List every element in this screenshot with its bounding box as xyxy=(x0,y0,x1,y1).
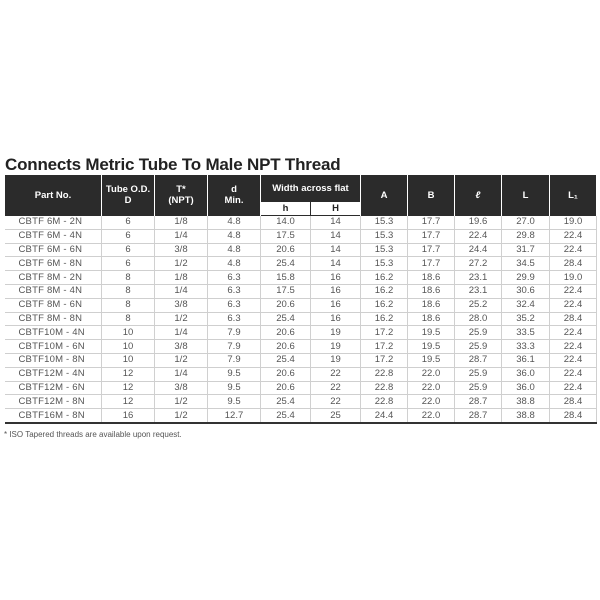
cell-l: 32.4 xyxy=(502,298,550,312)
table-row xyxy=(5,367,597,381)
cell-tube-od: 6 xyxy=(102,229,155,243)
cell-tube-od: 10 xyxy=(102,326,155,340)
cell-l-script: 23.1 xyxy=(455,284,502,298)
cell-thread: 3/8 xyxy=(155,243,208,257)
cell-l1: 19.0 xyxy=(550,271,597,285)
cell-tube-od: 12 xyxy=(102,381,155,395)
cell-h: 25.4 xyxy=(261,353,311,367)
cell-l: 30.6 xyxy=(502,284,550,298)
cell-d-min: 4.8 xyxy=(208,216,261,230)
cell-thread: 1/2 xyxy=(155,395,208,409)
table-row xyxy=(5,353,597,367)
cell-l: 35.2 xyxy=(502,312,550,326)
table-row xyxy=(5,298,597,312)
cell-b: 22.0 xyxy=(408,367,455,381)
cell-l: 38.8 xyxy=(502,395,550,409)
table-row xyxy=(5,257,597,271)
cell-l1: 22.4 xyxy=(550,229,597,243)
cell-h: 20.6 xyxy=(261,367,311,381)
cell-d-min: 6.3 xyxy=(208,298,261,312)
cell-d-min: 6.3 xyxy=(208,271,261,285)
cell-H: 14 xyxy=(311,257,361,271)
table-row xyxy=(5,326,597,340)
cell-l: 29.9 xyxy=(502,271,550,285)
cell-b: 22.0 xyxy=(408,409,455,423)
cell-l: 33.3 xyxy=(502,340,550,354)
cell-thread: 3/8 xyxy=(155,381,208,395)
cell-a: 17.2 xyxy=(361,340,408,354)
table-row xyxy=(5,284,597,298)
cell-tube-od: 16 xyxy=(102,409,155,423)
header-width-across-flat: Width across flat xyxy=(261,175,361,202)
cell-H: 14 xyxy=(311,243,361,257)
cell-h: 17.5 xyxy=(261,284,311,298)
cell-h: 15.8 xyxy=(261,271,311,285)
cell-l1: 22.4 xyxy=(550,326,597,340)
cell-l-script: 22.4 xyxy=(455,229,502,243)
cell-H: 19 xyxy=(311,353,361,367)
cell-a: 22.8 xyxy=(361,395,408,409)
table-row xyxy=(5,381,597,395)
cell-d-min: 4.8 xyxy=(208,229,261,243)
cell-b: 19.5 xyxy=(408,353,455,367)
cell-a: 22.8 xyxy=(361,381,408,395)
cell-d-min: 7.9 xyxy=(208,340,261,354)
cell-l1: 22.4 xyxy=(550,367,597,381)
cell-b: 19.5 xyxy=(408,326,455,340)
cell-l-script: 25.2 xyxy=(455,298,502,312)
cell-b: 18.6 xyxy=(408,284,455,298)
cell-l1: 22.4 xyxy=(550,284,597,298)
cell-part-no: CBTF 6M - 8N xyxy=(5,257,102,271)
cell-H: 14 xyxy=(311,216,361,230)
cell-part-no: CBTF 8M - 6N xyxy=(5,298,102,312)
cell-h: 20.6 xyxy=(261,326,311,340)
cell-b: 17.7 xyxy=(408,229,455,243)
cell-d-min: 7.9 xyxy=(208,353,261,367)
cell-b: 17.7 xyxy=(408,257,455,271)
cell-h: 25.4 xyxy=(261,257,311,271)
spec-table xyxy=(4,175,597,424)
cell-l-script: 24.4 xyxy=(455,243,502,257)
cell-thread: 3/8 xyxy=(155,340,208,354)
header-l: L xyxy=(502,175,550,216)
cell-H: 19 xyxy=(311,326,361,340)
cell-tube-od: 6 xyxy=(102,216,155,230)
cell-d-min: 12.7 xyxy=(208,409,261,423)
cell-a: 17.2 xyxy=(361,353,408,367)
header-l-script: ℓ xyxy=(455,175,502,216)
cell-a: 16.2 xyxy=(361,284,408,298)
cell-a: 16.2 xyxy=(361,312,408,326)
cell-h: 25.4 xyxy=(261,395,311,409)
cell-b: 18.6 xyxy=(408,298,455,312)
table-row xyxy=(5,271,597,285)
cell-part-no: CBTF 8M - 2N xyxy=(5,271,102,285)
cell-d-min: 9.5 xyxy=(208,381,261,395)
header-h-small: h xyxy=(261,202,311,216)
cell-l-script: 28.7 xyxy=(455,409,502,423)
cell-a: 15.3 xyxy=(361,243,408,257)
cell-part-no: CBTF12M - 6N xyxy=(5,381,102,395)
table-row xyxy=(5,229,597,243)
cell-b: 17.7 xyxy=(408,216,455,230)
cell-l1: 28.4 xyxy=(550,409,597,423)
cell-H: 19 xyxy=(311,340,361,354)
cell-part-no: CBTF 8M - 8N xyxy=(5,312,102,326)
cell-l-script: 28.7 xyxy=(455,353,502,367)
cell-thread: 1/4 xyxy=(155,284,208,298)
cell-tube-od: 10 xyxy=(102,340,155,354)
cell-part-no: CBTF 8M - 4N xyxy=(5,284,102,298)
cell-d-min: 9.5 xyxy=(208,367,261,381)
table-row xyxy=(5,243,597,257)
header-b: B xyxy=(408,175,455,216)
cell-a: 16.2 xyxy=(361,298,408,312)
cell-part-no: CBTF16M - 8N xyxy=(5,409,102,423)
cell-tube-od: 6 xyxy=(102,257,155,271)
cell-h: 20.6 xyxy=(261,381,311,395)
cell-b: 17.7 xyxy=(408,243,455,257)
cell-l-script: 25.9 xyxy=(455,340,502,354)
header-h-large: H xyxy=(311,202,361,216)
cell-part-no: CBTF10M - 4N xyxy=(5,326,102,340)
cell-l-script: 19.6 xyxy=(455,216,502,230)
cell-thread: 1/2 xyxy=(155,312,208,326)
cell-b: 22.0 xyxy=(408,395,455,409)
cell-H: 22 xyxy=(311,381,361,395)
cell-tube-od: 6 xyxy=(102,243,155,257)
cell-l-script: 23.1 xyxy=(455,271,502,285)
cell-tube-od: 8 xyxy=(102,271,155,285)
cell-l-script: 28.7 xyxy=(455,395,502,409)
cell-d-min: 9.5 xyxy=(208,395,261,409)
cell-l: 27.0 xyxy=(502,216,550,230)
header-d-min: d Min. xyxy=(208,175,261,216)
cell-l-script: 25.9 xyxy=(455,381,502,395)
cell-thread: 3/8 xyxy=(155,298,208,312)
cell-l1: 22.4 xyxy=(550,243,597,257)
cell-tube-od: 8 xyxy=(102,298,155,312)
cell-part-no: CBTF 6M - 4N xyxy=(5,229,102,243)
cell-a: 24.4 xyxy=(361,409,408,423)
cell-b: 18.6 xyxy=(408,312,455,326)
cell-l1: 19.0 xyxy=(550,216,597,230)
cell-part-no: CBTF 6M - 6N xyxy=(5,243,102,257)
cell-l1: 28.4 xyxy=(550,257,597,271)
cell-h: 20.6 xyxy=(261,298,311,312)
cell-a: 15.3 xyxy=(361,257,408,271)
cell-b: 18.6 xyxy=(408,271,455,285)
cell-l-script: 28.0 xyxy=(455,312,502,326)
cell-thread: 1/4 xyxy=(155,229,208,243)
header-tube-od: Tube O.D. D xyxy=(102,175,155,216)
cell-l-script: 25.9 xyxy=(455,326,502,340)
cell-a: 16.2 xyxy=(361,271,408,285)
cell-thread: 1/2 xyxy=(155,257,208,271)
cell-thread: 1/2 xyxy=(155,409,208,423)
footnote: * ISO Tapered threads are available upon request. xyxy=(4,430,182,439)
cell-l: 36.1 xyxy=(502,353,550,367)
cell-b: 19.5 xyxy=(408,340,455,354)
cell-H: 16 xyxy=(311,271,361,285)
cell-tube-od: 12 xyxy=(102,395,155,409)
table-row xyxy=(5,395,597,409)
cell-thread: 1/2 xyxy=(155,353,208,367)
cell-part-no: CBTF10M - 6N xyxy=(5,340,102,354)
cell-l1: 22.4 xyxy=(550,353,597,367)
table-row xyxy=(5,340,597,354)
cell-part-no: CBTF12M - 4N xyxy=(5,367,102,381)
cell-d-min: 6.3 xyxy=(208,312,261,326)
cell-l1: 22.4 xyxy=(550,381,597,395)
cell-d-min: 7.9 xyxy=(208,326,261,340)
cell-h: 20.6 xyxy=(261,340,311,354)
header-part-no: Part No. xyxy=(5,175,102,216)
cell-a: 22.8 xyxy=(361,367,408,381)
cell-H: 14 xyxy=(311,229,361,243)
cell-l: 38.8 xyxy=(502,409,550,423)
cell-l: 36.0 xyxy=(502,381,550,395)
cell-a: 17.2 xyxy=(361,326,408,340)
cell-l1: 22.4 xyxy=(550,340,597,354)
cell-thread: 1/4 xyxy=(155,326,208,340)
cell-l-script: 27.2 xyxy=(455,257,502,271)
cell-H: 22 xyxy=(311,367,361,381)
cell-l-script: 25.9 xyxy=(455,367,502,381)
cell-thread: 1/4 xyxy=(155,367,208,381)
cell-tube-od: 8 xyxy=(102,284,155,298)
table-row xyxy=(5,409,597,423)
page-title: Connects Metric Tube To Male NPT Thread xyxy=(5,155,341,174)
cell-h: 25.4 xyxy=(261,409,311,423)
cell-l1: 28.4 xyxy=(550,312,597,326)
cell-tube-od: 10 xyxy=(102,353,155,367)
cell-part-no: CBTF12M - 8N xyxy=(5,395,102,409)
cell-H: 22 xyxy=(311,395,361,409)
cell-part-no: CBTF 6M - 2N xyxy=(5,216,102,230)
cell-part-no: CBTF10M - 8N xyxy=(5,353,102,367)
table-row xyxy=(5,216,597,230)
cell-h: 20.6 xyxy=(261,243,311,257)
header-thread: T* (NPT) xyxy=(155,175,208,216)
cell-H: 25 xyxy=(311,409,361,423)
cell-a: 15.3 xyxy=(361,229,408,243)
cell-l: 31.7 xyxy=(502,243,550,257)
cell-a: 15.3 xyxy=(361,216,408,230)
cell-tube-od: 12 xyxy=(102,367,155,381)
cell-d-min: 6.3 xyxy=(208,284,261,298)
cell-H: 16 xyxy=(311,284,361,298)
cell-d-min: 4.8 xyxy=(208,243,261,257)
header-a: A xyxy=(361,175,408,216)
cell-H: 16 xyxy=(311,298,361,312)
cell-l: 29.8 xyxy=(502,229,550,243)
cell-H: 16 xyxy=(311,312,361,326)
cell-h: 25.4 xyxy=(261,312,311,326)
cell-l: 36.0 xyxy=(502,367,550,381)
header-l1: L₁ xyxy=(550,175,597,216)
cell-h: 17.5 xyxy=(261,229,311,243)
table-body xyxy=(5,216,597,423)
cell-thread: 1/8 xyxy=(155,216,208,230)
table-row xyxy=(5,312,597,326)
cell-l: 33.5 xyxy=(502,326,550,340)
cell-d-min: 4.8 xyxy=(208,257,261,271)
cell-thread: 1/8 xyxy=(155,271,208,285)
cell-h: 14.0 xyxy=(261,216,311,230)
cell-b: 22.0 xyxy=(408,381,455,395)
cell-l: 34.5 xyxy=(502,257,550,271)
cell-l1: 22.4 xyxy=(550,298,597,312)
cell-l1: 28.4 xyxy=(550,395,597,409)
cell-tube-od: 8 xyxy=(102,312,155,326)
